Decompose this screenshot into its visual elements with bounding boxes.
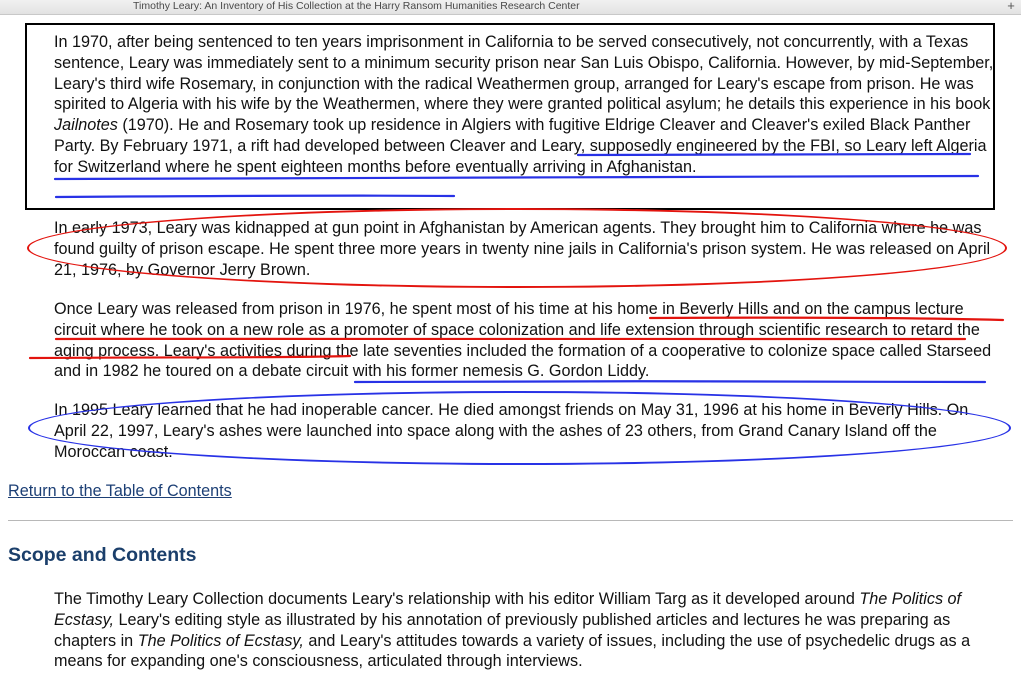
paragraph-escape-text-1: In 1970, after being sentenced to ten years imprisonment in California to be served consecutively, not concurrently, with a Texas sentence, Leary was immediately sent to a minimum security prison near San Luis Obispo, California. However, by mid-September, Leary's third wife Rosemary, in conjunction with the radical Weathermen group, arranged for Leary's escape from prison. He was spirited to Algeria with his wife by the Weathermen, where they were granted political asylum; he details this experience in his book [54, 33, 994, 114]
paragraph-scope-text-1: The Timothy Leary Collection documents Leary's relationship with his editor William Targ as it developed around [54, 590, 860, 608]
paragraph-death: In 1995 Leary learned that he had inoperable cancer. He died amongst friends on May 31, 1996 at his home in Beverly Hills. On April 22, 1997, Leary's ashes were launched into space along with the ashes of 23 others, from Grand Canary Island off the Moroccan coast. [54, 401, 969, 461]
paragraph-release: Once Leary was released from prison in 1976, he spent most of his time at his home in Beverly Hills and on the campus lecture circuit where he took on a new role as a promoter of space colonization and life extension through scientific research to retard the aging process. Leary's activities during the late seventies included the formation of a cooperative to colonize space called Starseed and in 1982 he toured on a debate circuit with his former nemesis G. Gordon Liddy. [54, 300, 992, 381]
book-title-politics-2: The Politics of Ecstasy, [137, 631, 304, 650]
window-title: Timothy Leary: An Inventory of His Collection at the Harry Ransom Humanities Research Center [133, 0, 580, 12]
return-to-toc-link[interactable]: Return to the Table of Contents [8, 482, 232, 500]
paragraph-scope-text-2: Leary's editing style as illustrated by his annotation of previously published articles and lectures he was preparing as chapters in [54, 610, 951, 650]
section-divider [8, 520, 1013, 521]
book-title-jailnotes: Jailnotes [54, 116, 118, 135]
paragraph-scope [54, 589, 1004, 672]
blue-underline-3 [56, 196, 454, 197]
window-title-bar [0, 0, 1021, 15]
paragraph-kidnapping: In early 1973, Leary was kidnapped at gun point in Afghanistan by American agents. They brought him to California where he was found guilty of prison escape. He spent three more years in twenty nine jails in California's prison system. He was released on April 21, 1976, by Governor Jerry Brown. [54, 219, 991, 279]
new-tab-icon[interactable]: + [1007, 0, 1015, 13]
scope-heading: Scope and Contents [8, 544, 197, 566]
paragraph-escape [54, 32, 1004, 178]
paragraph-escape-text-2: (1970). He and Rosemary took up residence in Algiers with fugitive Eldrige Cleaver and Cleaver's exiled Black Panther Party. By February 1971, a rift had developed between Cleaver and Leary, supposedly engineered by the FBI, so Leary left Algeria for Switzerland where he spent eighteen months before eventually arriving in Afghanistan. [54, 116, 987, 176]
book-title-politics-1: The Politics of Ecstasy, [54, 590, 962, 629]
paragraph-scope-text-3: and Leary's attitudes towards a variety of issues, including the use of psychedelic drugs as a means for expanding one's consciousness, articulated through interviews. [54, 631, 971, 671]
